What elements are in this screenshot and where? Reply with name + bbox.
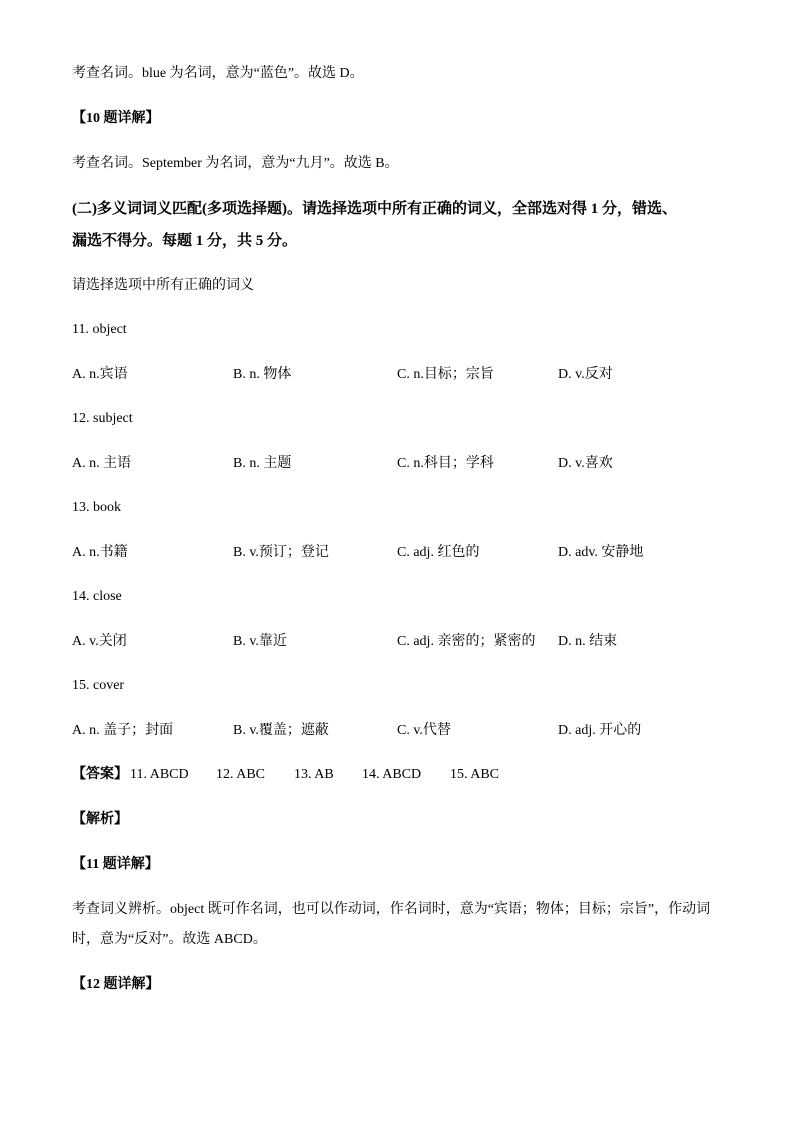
- explanation-q9-text: 考查名词。blue 为名词，意为“蓝色”。故选 D。: [72, 66, 364, 81]
- option-c: C. n.目标；宗旨: [397, 367, 494, 382]
- section-title-line-2: 漏选不得分。每题 1 分，共 5 分。: [72, 233, 298, 249]
- analysis-label: 【解析】: [72, 812, 128, 827]
- option-a: A. v.关闭: [72, 634, 127, 649]
- option-d: D. adv. 安静地: [558, 545, 644, 560]
- option-b: B. v.预订；登记: [233, 545, 329, 560]
- option-a: A. n. 盖子；封面: [72, 723, 174, 738]
- option-b: B. v.靠近: [233, 634, 287, 649]
- section-title-line-1: (二)多义词词义匹配(多项选择题)。请选择选项中所有正确的词义，全部选对得 1 分，错选、: [72, 201, 677, 217]
- option-d: D. n. 结束: [558, 634, 618, 649]
- answer-item: 12. ABC: [216, 767, 266, 782]
- answer-label: 【答案】: [72, 767, 128, 782]
- option-c: C. adj. 亲密的；紧密的: [397, 634, 536, 649]
- question-stem: 13. book: [72, 500, 121, 515]
- explanation-q10-text: 考查名词。September 为名词，意为“九月”。故选 B。: [72, 156, 399, 171]
- section-instruction: 请选择选项中所有正确的词义: [72, 278, 254, 293]
- option-c: C. adj. 红色的: [397, 545, 480, 560]
- q11-explanation-line-1: 考查词义辨析。object 既可作名词，也可以作动词，作名词时，意为“宾语；物体；目标；宗旨”，作动词: [72, 902, 711, 917]
- option-d: D. v.反对: [558, 367, 613, 382]
- q11-detail-heading: 【11 题详解】: [72, 857, 159, 872]
- option-b: B. v.覆盖；遮蔽: [233, 723, 329, 738]
- answer-item: 11. ABCD: [130, 767, 189, 782]
- answer-item: 15. ABC: [450, 767, 500, 782]
- question-stem: 14. close: [72, 589, 122, 604]
- option-b: B. n. 主题: [233, 456, 292, 471]
- q10-detail-heading: 【10 题详解】: [72, 111, 160, 126]
- question-stem: 15. cover: [72, 678, 125, 693]
- option-b: B. n. 物体: [233, 367, 292, 382]
- question-stem: 11. object: [72, 322, 127, 337]
- option-c: C. v.代替: [397, 723, 451, 738]
- option-d: D. v.喜欢: [558, 456, 613, 471]
- option-a: A. n.书籍: [72, 545, 128, 560]
- q12-detail-heading: 【12 题详解】: [72, 977, 160, 992]
- option-a: A. n.宾语: [72, 367, 128, 382]
- option-c: C. n.科目；学科: [397, 456, 494, 471]
- answer-item: 13. AB: [294, 767, 334, 782]
- option-d: D. adj. 开心的: [558, 723, 642, 738]
- question-stem: 12. subject: [72, 411, 133, 426]
- option-a: A. n. 主语: [72, 456, 132, 471]
- answer-item: 14. ABCD: [362, 767, 422, 782]
- q11-explanation-line-2: 时，意为“反对”。故选 ABCD。: [72, 932, 267, 947]
